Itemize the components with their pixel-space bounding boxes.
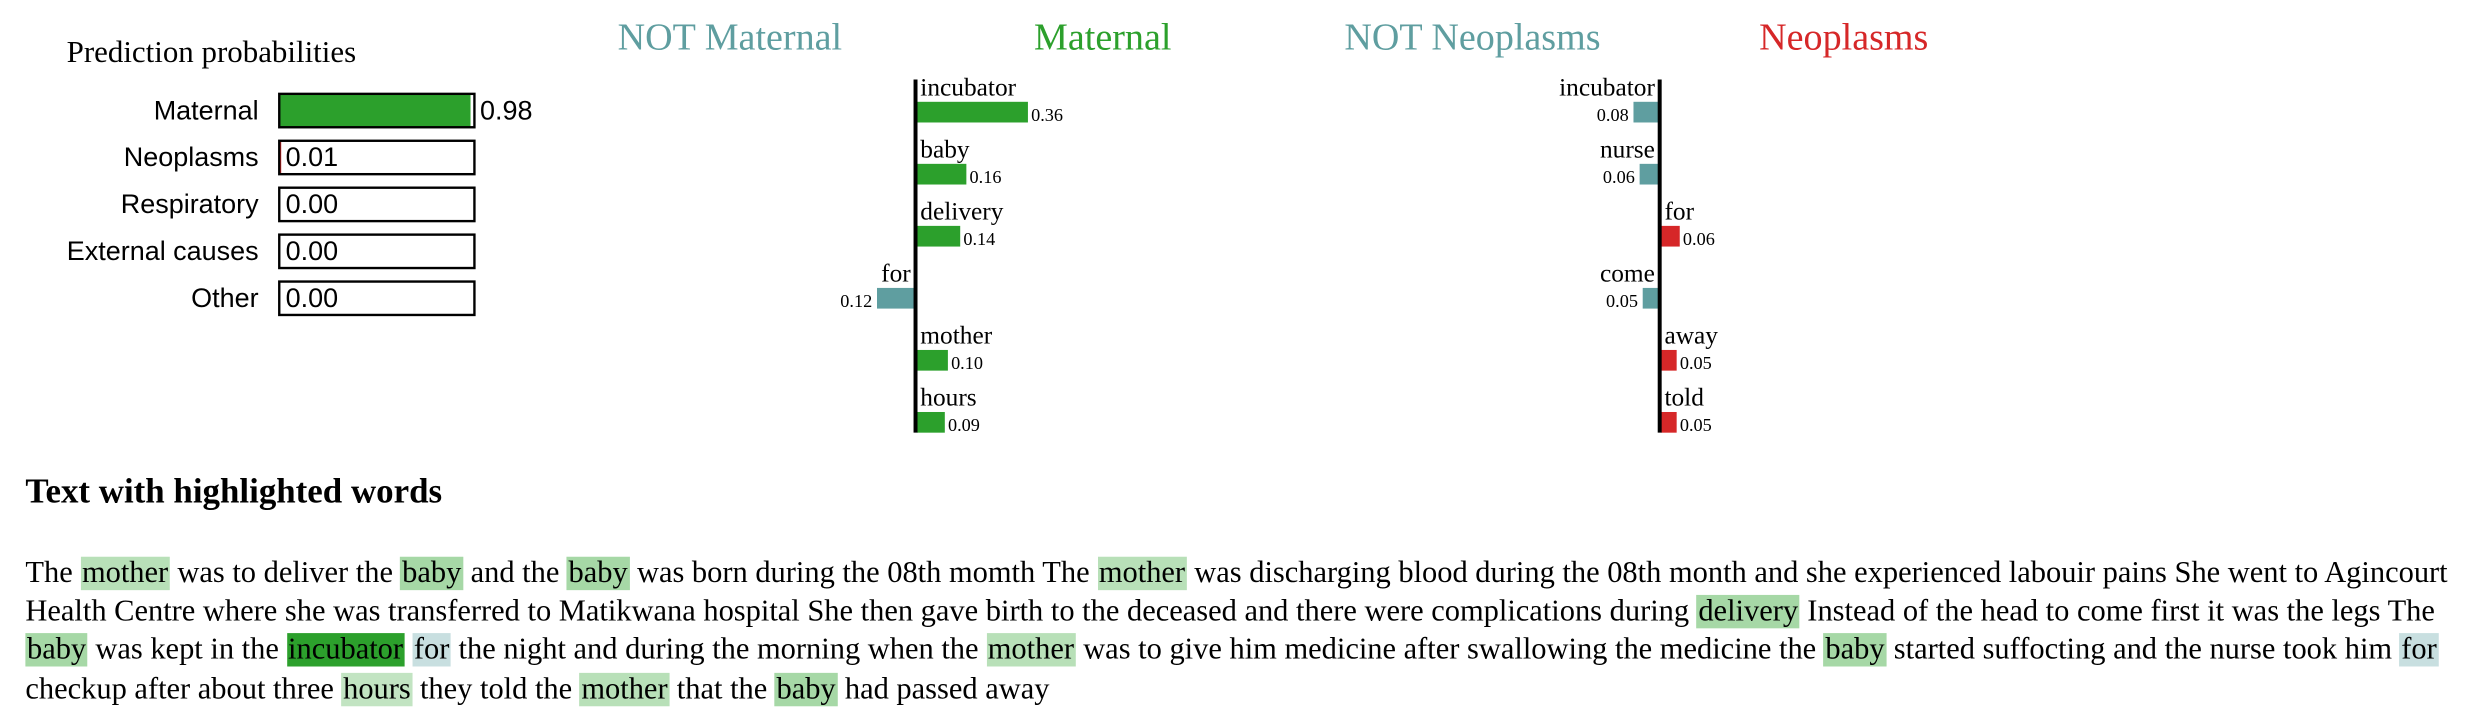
highlighted-word: baby xyxy=(402,556,462,591)
feature-weight: 0.05 xyxy=(1679,415,1712,436)
feature-bar xyxy=(1661,350,1676,371)
feature-word: baby xyxy=(920,135,970,164)
highlighted-word: hours xyxy=(343,672,411,706)
prediction-label: Neoplasms xyxy=(123,142,259,173)
feature-bar xyxy=(917,102,1028,123)
text-run: was to deliver the xyxy=(169,556,401,591)
text-run: and the xyxy=(462,556,567,591)
feature-word: for xyxy=(881,259,911,288)
prediction-value: 0.00 xyxy=(285,236,339,267)
highlighted-word: baby xyxy=(1825,633,1885,668)
text-run: had passed away xyxy=(837,672,1050,706)
prediction-bar xyxy=(279,94,470,127)
class-label-positive: Neoplasms xyxy=(1759,16,1929,59)
prediction-value: 0.00 xyxy=(285,189,339,220)
highlighted-word: baby xyxy=(26,633,87,668)
feature-word: hours xyxy=(920,383,977,412)
highlighted-word: mother xyxy=(81,556,169,591)
feature-weight: 0.14 xyxy=(963,228,996,249)
feature-bar xyxy=(877,288,914,309)
text-run: was kept in the xyxy=(87,633,287,668)
prediction-label: External causes xyxy=(66,236,259,267)
feature-bar xyxy=(1633,102,1658,123)
feature-weight: 0.06 xyxy=(1602,166,1635,187)
feature-weight: 0.10 xyxy=(951,353,983,374)
prediction-label: Maternal xyxy=(153,95,259,126)
feature-weight: 0.09 xyxy=(947,415,980,436)
prediction-title: Prediction probabilities xyxy=(66,34,357,70)
text-run: the night and during the morning when the xyxy=(450,633,987,668)
highlighted-word: mother xyxy=(581,672,668,706)
prediction-value: 0.01 xyxy=(285,142,339,173)
feature-bar xyxy=(1640,164,1658,185)
feature-weight: 0.08 xyxy=(1596,104,1629,125)
highlighted-word: for xyxy=(413,633,450,668)
highlighted-text-passage xyxy=(25,555,2481,709)
feature-word: told xyxy=(1664,383,1704,412)
feature-bar xyxy=(917,350,948,371)
highlighted-word: for xyxy=(2401,633,2437,668)
text-run: checkup after about three xyxy=(25,672,342,706)
feature-weight: 0.12 xyxy=(840,290,873,312)
class-label-negative: NOT Maternal xyxy=(617,16,843,59)
prediction-label: Other xyxy=(191,282,259,314)
feature-word: for xyxy=(1664,197,1695,226)
feature-word: incubator xyxy=(920,73,1017,102)
class-label-positive: Maternal xyxy=(1034,16,1172,59)
feature-weight: 0.06 xyxy=(1682,228,1715,249)
highlighted-word: incubator xyxy=(288,633,404,668)
highlighted-text-heading: Text with highlighted words xyxy=(25,470,443,511)
feature-weight: 0.36 xyxy=(1031,104,1064,125)
feature-word: incubator xyxy=(1559,73,1655,102)
feature-bar xyxy=(1661,412,1676,433)
feature-word: away xyxy=(1664,321,1718,350)
text-run: was to give him medicine after swallowing the medicine the xyxy=(1075,633,1824,668)
feature-weight: 0.05 xyxy=(1679,353,1712,374)
text-run: Instead of the head to come first it was the legs The xyxy=(1799,595,2435,629)
highlighted-word: baby xyxy=(776,672,836,706)
feature-word: delivery xyxy=(920,197,1004,226)
feature-bar xyxy=(917,412,945,433)
text-run: that the xyxy=(669,672,775,706)
feature-word: nurse xyxy=(1599,135,1655,164)
feature-weight: 0.05 xyxy=(1606,290,1638,312)
feature-bar xyxy=(1661,226,1679,247)
text-run: was discharging blood during the 08th month and she experienced labouir pains She went to Agincourt Health Centre where she was transferred to Matikwana hospital She then gave birth to the deceased and there were complications during xyxy=(25,556,2448,629)
highlighted-word: mother xyxy=(1098,556,1186,591)
feature-bar xyxy=(1643,288,1658,309)
text-run xyxy=(405,634,413,667)
text-run: they told the xyxy=(412,672,580,706)
text-run: was born during the 08th momth The xyxy=(629,556,1098,591)
prediction-value: 0.00 xyxy=(285,282,339,314)
prediction-label: Respiratory xyxy=(120,189,259,220)
highlighted-word: mother xyxy=(987,633,1074,668)
highlighted-word: baby xyxy=(568,556,628,591)
text-run: started suffocting and the nurse took him xyxy=(1886,633,2400,668)
feature-word: come xyxy=(1599,259,1655,288)
feature-word: mother xyxy=(920,321,993,350)
text-run: The xyxy=(25,556,81,591)
feature-bar xyxy=(917,226,960,247)
highlighted-word: delivery xyxy=(1698,595,1799,629)
class-label-negative: NOT Neoplasms xyxy=(1344,16,1601,59)
feature-bar xyxy=(917,164,966,185)
prediction-value: 0.98 xyxy=(480,95,533,126)
feature-weight: 0.16 xyxy=(969,166,1002,187)
